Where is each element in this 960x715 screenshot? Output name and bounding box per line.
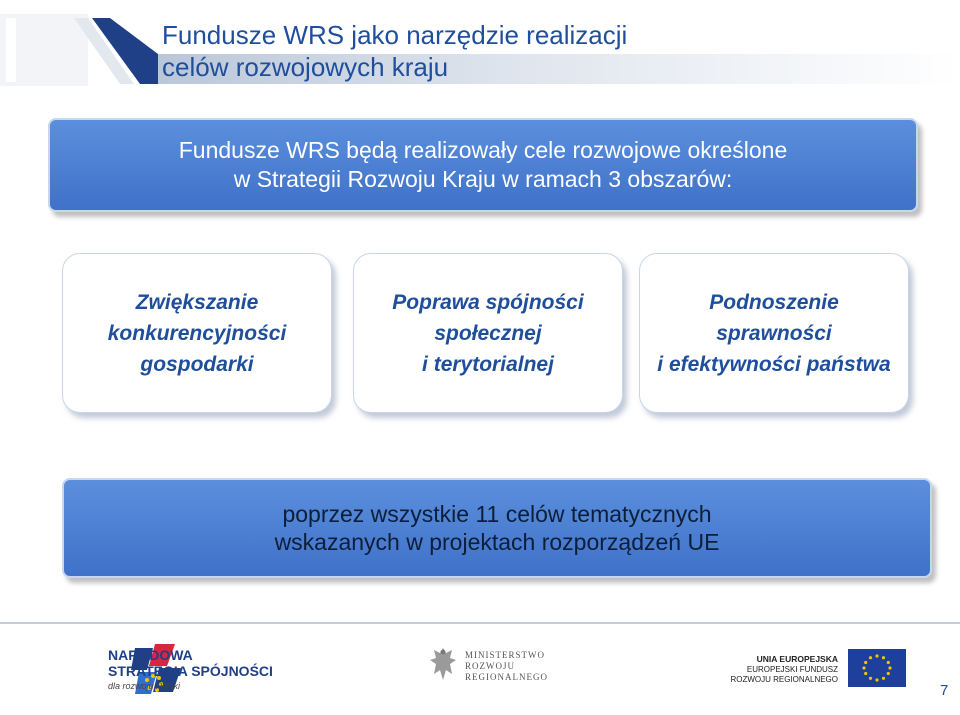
ministry-line-2: ROZWOJU bbox=[465, 661, 515, 671]
footer-divider bbox=[0, 622, 960, 624]
eu-line-2: EUROPEJSKI FUNDUSZ bbox=[746, 665, 838, 674]
ministry-line-1: MINISTERSTWO bbox=[465, 650, 545, 660]
eu-line-3: ROZWOJU REGIONALNEGO bbox=[730, 675, 838, 684]
area-card-line: i terytorialnej bbox=[422, 352, 554, 376]
nss-logo-line-3: dla rozwoju Polski bbox=[108, 681, 181, 691]
area-card-line: Podnoszenie bbox=[709, 290, 839, 314]
eu-line-1: UNIA EUROPEJSKA bbox=[756, 654, 838, 664]
summary-panel bbox=[62, 478, 932, 578]
polish-eagle-icon bbox=[428, 644, 458, 684]
summary-line-1: poprzez wszystkie 11 celów tematycznych bbox=[282, 501, 712, 527]
area-card-line: społecznej bbox=[434, 321, 542, 345]
eu-flag-icon bbox=[848, 649, 906, 687]
area-card-cohesion bbox=[353, 253, 623, 413]
title-stripes-decoration bbox=[0, 14, 160, 86]
area-card-line: sprawności bbox=[716, 321, 832, 345]
area-card-line: konkurencyjności bbox=[107, 321, 287, 345]
area-card-competitiveness bbox=[62, 253, 332, 413]
area-card-line: i efektywności państwa bbox=[657, 352, 891, 376]
slide-title-line-2: celów rozwojowych kraju bbox=[162, 52, 449, 82]
area-card-line: Zwiększanie bbox=[135, 290, 259, 314]
intro-line-1: Fundusze WRS będą realizowały cele rozwojowe określone bbox=[178, 137, 788, 163]
summary-line-2: wskazanych w projektach rozporządzeń UE bbox=[274, 529, 720, 555]
intro-panel bbox=[48, 118, 918, 212]
area-card-line: gospodarki bbox=[140, 352, 254, 376]
ministry-line-3: REGIONALNEGO bbox=[465, 672, 548, 682]
nss-logo-line-1: NARODOWA bbox=[108, 647, 193, 663]
slide-title-line-1: Fundusze WRS jako narzędzie realizacji bbox=[162, 20, 628, 50]
page-number: 7 bbox=[940, 682, 949, 699]
area-card-efficiency bbox=[639, 253, 909, 413]
nss-logo-line-2: STRATEGIA SPÓJNOŚCI bbox=[108, 663, 273, 679]
area-card-line: Poprawa spójności bbox=[392, 290, 584, 314]
intro-line-2: w Strategii Rozwoju Kraju w ramach 3 obszarów: bbox=[233, 166, 733, 192]
